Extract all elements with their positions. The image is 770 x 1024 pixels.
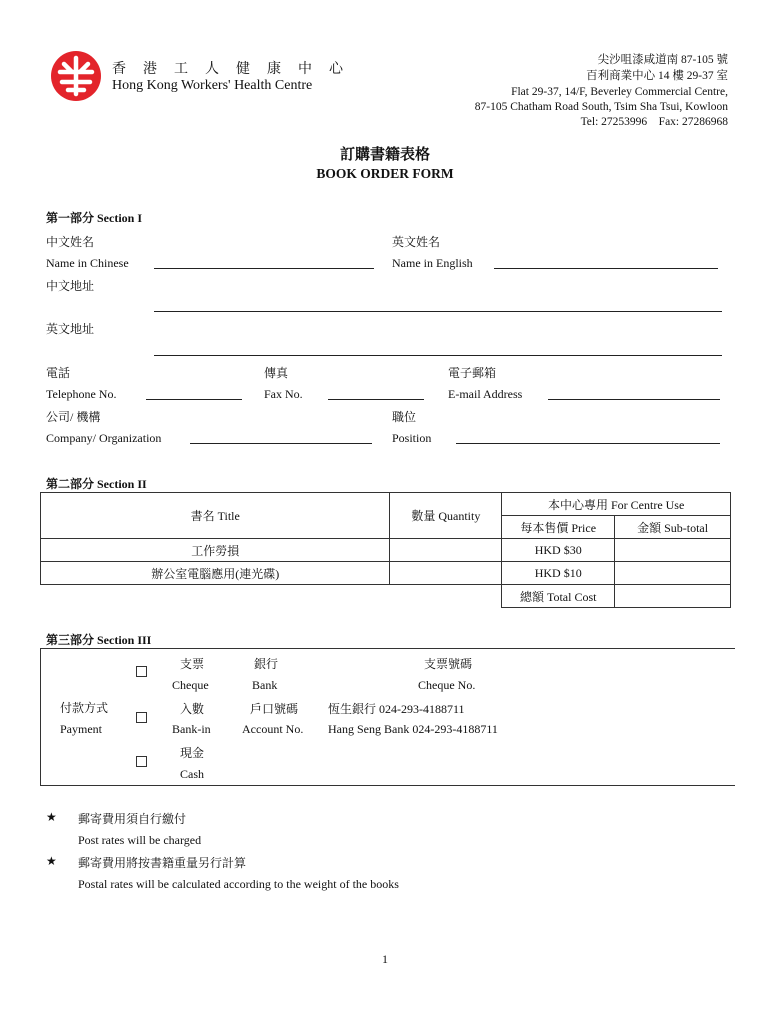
col-subtotal-header: 金額 Sub-total — [615, 516, 731, 539]
col-centre-use-header: 本中心專用 For Centre Use — [502, 493, 731, 516]
table-row — [41, 562, 731, 585]
bank-in-checkbox[interactable] — [136, 712, 147, 723]
price-cell: HKD $30 — [502, 539, 615, 562]
section-1-heading: 第一部分 Section I — [46, 211, 143, 225]
tel-label-cn: 電話 — [46, 366, 71, 380]
col-quantity-header: 數量 Quantity — [390, 493, 502, 539]
form-title-english: BOOK ORDER FORM — [316, 166, 454, 181]
section-2-heading: 第二部分 Section II — [46, 477, 147, 491]
fax-label-en: Fax No. — [264, 387, 303, 401]
form-title-chinese: 訂購書籍表格 — [339, 147, 430, 163]
company-field[interactable] — [190, 443, 372, 444]
section-3-heading: 第三部分 Section III — [46, 633, 152, 647]
fax-field[interactable] — [328, 399, 424, 400]
org-name-chinese: 香港工人健康中心 — [112, 62, 360, 77]
cheque-checkbox[interactable] — [136, 666, 147, 677]
star-icon: ★ — [46, 810, 57, 824]
bank-in-label-cn: 入數 — [180, 702, 205, 716]
name-cn-label-en: Name in Chinese — [46, 256, 129, 270]
account-no-label-en: Account No. — [242, 722, 304, 736]
position-field[interactable] — [456, 443, 720, 444]
cheque-label-cn: 支票 — [180, 657, 205, 671]
address-cn-label: 中文地址 — [46, 279, 95, 293]
email-label-en: E-mail Address — [448, 387, 523, 401]
company-label-cn: 公司/ 機構 — [46, 410, 101, 424]
col-title-header: 書名 Title — [41, 493, 390, 539]
total-cost-label: 總額 Total Cost — [502, 585, 615, 608]
cheque-no-label-cn: 支票號碼 — [424, 657, 473, 671]
cash-label-cn: 現金 — [180, 746, 205, 760]
page-number: 1 — [382, 952, 388, 966]
contact-line: Tel: 27253996 Fax: 27286968 — [580, 116, 728, 128]
bank-in-label-en: Bank-in — [172, 722, 211, 736]
subtotal-cell[interactable] — [615, 562, 731, 585]
hkwhc-logo-icon — [50, 50, 102, 102]
company-label-en: Company/ Organization — [46, 431, 162, 445]
book-title-cell: 辦公室電腦應用(連光碟) — [41, 562, 390, 585]
cheque-label-en: Cheque — [172, 678, 209, 692]
tel-label-en: Telephone No. — [46, 387, 117, 401]
name-cn-label-cn: 中文姓名 — [46, 235, 95, 249]
price-cell: HKD $10 — [502, 562, 615, 585]
address-cn-line-1: 尖沙咀漆咸道南 87-105 號 — [597, 54, 728, 66]
position-label-en: Position — [392, 431, 432, 445]
payment-label-cn: 付款方式 — [60, 701, 109, 715]
order-table — [40, 492, 731, 608]
telephone-field[interactable] — [146, 399, 242, 400]
address-en-line-2: 87-105 Chatham Road South, Tsim Sha Tsui, Kowloon — [474, 101, 728, 113]
org-name-english: Hong Kong Workers' Health Centre — [112, 78, 313, 93]
name-en-label-cn: 英文姓名 — [392, 235, 441, 249]
name-english-field[interactable] — [494, 268, 718, 269]
quantity-cell[interactable] — [390, 539, 502, 562]
book-title-cell: 工作勞損 — [41, 539, 390, 562]
bank-label-cn: 銀行 — [254, 657, 279, 671]
table-row — [41, 539, 731, 562]
quantity-cell[interactable] — [390, 562, 502, 585]
address-chinese-field[interactable] — [154, 311, 722, 312]
name-chinese-field[interactable] — [154, 268, 374, 269]
cash-checkbox[interactable] — [136, 756, 147, 767]
name-en-label-en: Name in English — [392, 256, 473, 270]
email-field[interactable] — [548, 399, 720, 400]
bank-label-en: Bank — [252, 678, 278, 692]
address-cn-line-2: 百利商業中心 14 樓 29-37 室 — [586, 70, 728, 82]
note-2-en: Postal rates will be calculated according to the weight of the books — [78, 877, 399, 891]
star-icon: ★ — [46, 854, 57, 868]
subtotal-cell[interactable] — [615, 539, 731, 562]
cash-label-en: Cash — [180, 767, 204, 781]
bank-account-cn: 恆生銀行 024-293-4188711 — [328, 702, 465, 716]
address-en-label: 英文地址 — [46, 322, 95, 336]
note-2-cn: 郵寄費用將按書籍重量另行計算 — [78, 856, 247, 870]
fax-label-cn: 傳真 — [264, 366, 289, 380]
col-price-header: 每本售價 Price — [502, 516, 615, 539]
address-english-field[interactable] — [154, 355, 722, 356]
bank-account-en: Hang Seng Bank 024-293-4188711 — [328, 722, 498, 736]
note-1-en: Post rates will be charged — [78, 833, 202, 847]
total-cost-cell[interactable] — [615, 585, 731, 608]
account-no-label-cn: 戶口號碼 — [250, 702, 299, 716]
email-label-cn: 電子郵箱 — [448, 366, 497, 380]
payment-label-en: Payment — [60, 722, 102, 736]
note-1-cn: 郵寄費用須自行繳付 — [78, 812, 187, 826]
cheque-no-label-en: Cheque No. — [418, 678, 476, 692]
address-en-line-1: Flat 29-37, 14/F, Beverley Commercial Centre, — [511, 86, 728, 98]
position-label-cn: 職位 — [392, 410, 417, 424]
